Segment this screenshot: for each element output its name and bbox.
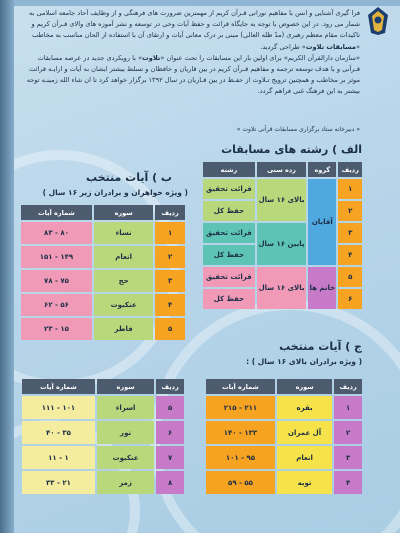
verses-cell: ۷۵ - ۷۸ [21,270,92,292]
signoff: « دبیرخانه ستاد برگزاری مسابقات قرآنی تلاوت » [236,126,360,133]
verses-cell: ۲۱ - ۳۳ [22,471,95,494]
table-row [203,267,362,287]
intro-paragraph-1: فرا گیری آشنایی و انس با مفاهیم نورانی قـرآن کریم از مهمترین ضرورت های فرهنگی و از وظایف آحاد جامعه اسلامی به شمار می رود. در این خصوص با توجه به جایگاه قرائت و حفظ آیات وحی در توسعه و نشر آموزه های والای قـرآن کریم و تاکیدات مقام معظم رهبری (مدّ ظله العالی) مبنی بر درک معانی آیات و ارتقای آن با استفاده از الحان مناسب به مخاطب « [29,9,360,51]
intro-emphasis-2: تلاوت [142,53,161,62]
section-be-subtitle: ( ویژه خواهران و برادران زیر ۱۶ سال ) [42,188,188,197]
row-number: ۲ [334,421,362,444]
intro-paragraph-2-end: » با رویکردی جدید در عرصه مسابقات قـرآنی و با هدف توسعه ترجمه و مفاهیم قـرآن کریم در بین قاریان و حافظان و تسلط بیشتر ایشان به آیات و ارایـه قرائت موثر بر مخاطب و همچنین ترویج تـلاوت از حفـظ در بین قـاریان در سال ۱۳۹۲ برگزار خواهد کرد تا ان شاء الله زمینـه توجه بیشتر به این فرهنگ غنی فراهم گردد. [26,53,360,96]
row-number: ۸ [156,471,184,494]
row-number: ۱ [334,396,362,419]
sura-cell: اسراء [97,396,154,419]
verses-cell: ۱ - ۱۱ [22,446,95,469]
intro-paragraph-2: سازمان دارالقرآن الکریم» برای اولین بار این مسابقات را تحت عنوان « [160,53,356,62]
table-row [21,318,185,340]
table-row [21,270,185,292]
verses-cell: ۹۵ - ۱۰۱ [206,446,275,469]
table-row [22,421,184,444]
group-cell: آقایان [308,179,336,265]
sura-cell: زمر [97,471,154,494]
table-row [206,396,362,419]
table-header: گروه [308,162,336,177]
sura-cell: عنکبوت [94,294,153,316]
sura-cell: بقره [277,396,332,419]
table-row [206,471,362,494]
emblem-icon [366,6,390,36]
table-row [203,223,362,243]
sura-cell: نور [97,421,154,444]
verses-cell: ۳۵ - ۴۰ [22,421,95,444]
row-number: ۱ [155,222,185,244]
table-header: رشته [203,162,255,177]
table-header: ردیف [155,205,185,220]
age-cell: بالای ۱۶ سال [257,179,306,221]
table-header: ردیف [338,162,362,177]
table-header: شماره آیات [21,205,92,220]
row-number: ۵ [156,396,184,419]
sura-cell: انعام [94,246,153,268]
verses-cell: ۲۱۱ - ۲۱۵ [206,396,275,419]
table-header: ردیف [156,379,184,394]
row-number: ۵ [155,318,185,340]
row-number: ۳ [155,270,185,292]
age-cell: بالای ۱۶ سال [257,267,306,309]
sura-cell: حج [94,270,153,292]
row-number: ۴ [338,245,362,265]
section-jim-subtitle: ( ویژه برادران بالای ۱۶ سال ) : [246,357,362,366]
table-row [203,179,362,199]
field-cell: حفظ کل [203,245,255,265]
intro-text: فرا گیری آشنایی و انس با مفاهیم نورانی قـرآن کریم از مهمترین ضرورت های فرهنگی و از وظایف آحاد جامعه اسلامی به شمار می رود. در این خصوص با توجه به جایگاه قرائت و حفظ آیات وحی در توسعه و نشر آموزه های والای قـرآن کریم و تاکیدات مقام معظم رهبری (مدّ ظله العالی) مبنی بر درک معانی آیات و ارتقای آن با استفاده از الحان مناسب به مخاطب «مسابقات تلاوت» طراحی گردید. «سازمان دارالقرآن الکریم» برای اولین بار این مسابقات را تحت عنوان «تلاوت» با رویکردی جدید در عرصه مسابقات قـرآنی و با هدف توسعه ترجمه و مفاهیم قـرآن کریم در بین قاریان و حافظان و تسلط بیشتر ایشان به آیات و ارایـه قرائت موثر بر مخاطب و همچنین ترویج تـلاوت از حفـظ در بین قـاریان در سال ۱۳۹۲ برگزار خواهد کرد تا ان شاء الله زمینـه توجه بیشتر به این فرهنگ غنی فراهم گردد. [26,9,360,96]
intro-paragraph-1-end: » طراحی گردید. [260,42,306,51]
row-number: ۴ [155,294,185,316]
field-cell: حفظ کل [203,289,255,309]
section-alef-title: الف ) رشته های مسابقات [221,143,362,156]
table-row [21,222,185,244]
row-number: ۲ [338,201,362,221]
verses-cell: ۱۰۱ - ۱۱۱ [22,396,95,419]
sura-cell: فاطر [94,318,153,340]
top-band [0,0,400,6]
table-row [22,446,184,469]
sura-cell: آل عمران [277,421,332,444]
table-header: رده سنی [257,162,306,177]
row-number: ۱ [338,179,362,199]
verses-cell: ۸۰ - ۸۳ [21,222,92,244]
table-row [21,294,185,316]
verses-cell: ۵۵ - ۵۹ [206,471,275,494]
sura-cell: نساء [94,222,153,244]
verses-cell: ۵۶ - ۶۲ [21,294,92,316]
row-number: ۳ [338,223,362,243]
selected-verses-under16-table [19,203,187,342]
table-header: شماره آیات [22,379,95,394]
field-cell: قرائت تحقیق [203,267,255,287]
table-row [22,471,184,494]
sura-cell: توبه [277,471,332,494]
table-header: ردیف [334,379,362,394]
section-jim-title: ج ) آیات منتخب [279,340,362,353]
table-header: سوره [277,379,332,394]
sura-cell: عنکبوت [97,446,154,469]
verses-cell: ۱۵ - ۲۳ [21,318,92,340]
sura-cell: انعام [277,446,332,469]
row-number: ۳ [334,446,362,469]
group-cell: خانم ها [308,267,336,309]
row-number: ۷ [156,446,184,469]
competition-fields-table [201,160,364,311]
selected-verses-over16-table-1 [204,377,364,496]
row-number: ۲ [155,246,185,268]
verses-cell: ۱۳۳ - ۱۴۰ [206,421,275,444]
row-number: ۴ [334,471,362,494]
table-header: سوره [94,205,153,220]
table-row [206,421,362,444]
intro-emphasis-1: مسابقات تلاوت [305,42,356,51]
age-cell: پایین ۱۶ سال [257,223,306,265]
table-header: سوره [97,379,154,394]
table-header: شماره آیات [206,379,275,394]
row-number: ۵ [338,267,362,287]
verses-cell: ۱۴۹ - ۱۵۱ [21,246,92,268]
table-row [22,396,184,419]
field-cell: قرائت تحقیق [203,179,255,199]
section-be-title: ب ) آیات منتخب [85,171,172,184]
row-number: ۶ [338,289,362,309]
table-row [206,446,362,469]
row-number: ۶ [156,421,184,444]
table-row [21,246,185,268]
selected-verses-over16-table-2 [20,377,186,496]
page-edge [0,0,14,533]
field-cell: قرائت تحقیق [203,223,255,243]
field-cell: حفظ کل [203,201,255,221]
